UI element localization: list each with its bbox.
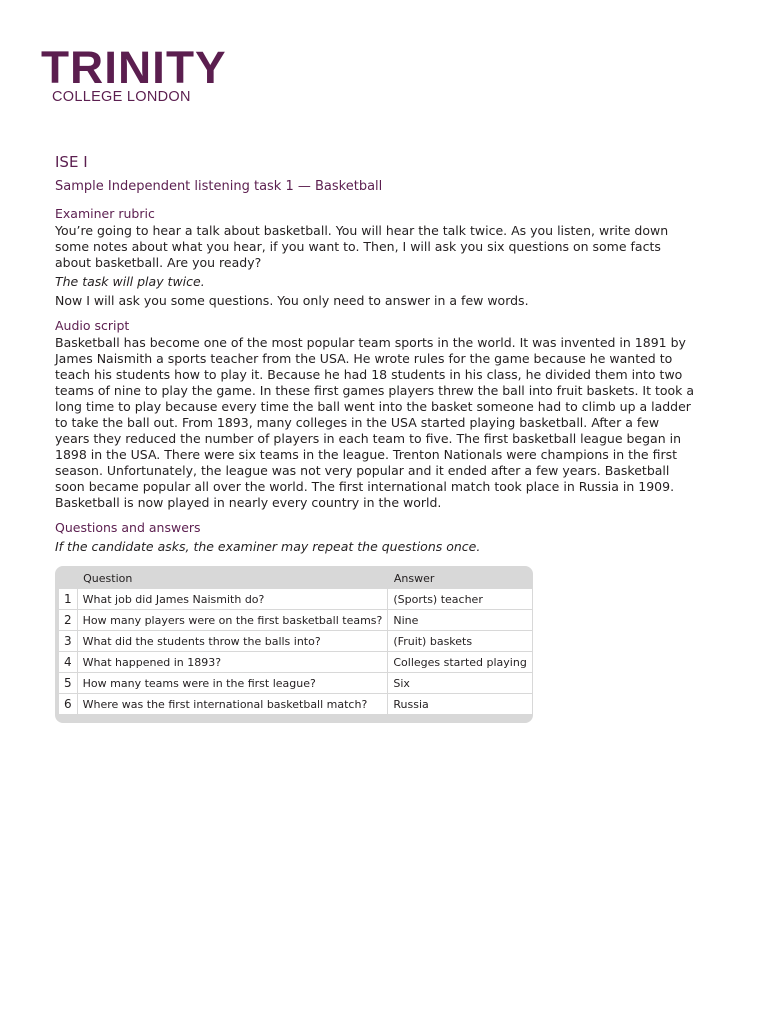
row-number: 1 (59, 589, 78, 610)
qa-note: If the candidate asks, the examiner may repeat the questions once. (55, 539, 481, 554)
qa-table (55, 566, 533, 723)
row-answer: (Sports) teacher (388, 589, 532, 610)
table-row (59, 652, 533, 673)
table-row (59, 631, 533, 652)
rubric-note: The task will play twice. (55, 274, 205, 289)
row-number: 2 (59, 610, 78, 631)
table-row (59, 673, 533, 694)
row-number: 5 (59, 673, 78, 694)
row-number: 3 (59, 631, 78, 652)
row-question: What job did James Naismith do? (77, 589, 388, 610)
trinity-logo (41, 42, 227, 105)
table-header-row (59, 569, 533, 589)
exam-level: ISE I (55, 153, 88, 171)
row-question: What did the students throw the balls into? (77, 631, 388, 652)
rubric-followup: Now I will ask you some questions. You only need to answer in a few words. (55, 293, 529, 308)
task-title: Sample Independent listening task 1 — Basketball (55, 179, 383, 194)
row-number: 6 (59, 694, 78, 715)
logo-wordmark: TRINITY (41, 42, 227, 93)
header-question: Question (83, 572, 133, 585)
row-question: How many players were on the first basketball teams? (77, 610, 388, 631)
table-row (59, 589, 533, 610)
row-answer: Nine (388, 610, 532, 631)
rubric-heading: Examiner rubric (55, 206, 155, 221)
header-number (59, 569, 78, 589)
row-answer: Russia (388, 694, 532, 715)
table-row (59, 610, 533, 631)
script-heading: Audio script (55, 318, 130, 333)
table-row (59, 694, 533, 715)
document-body (55, 152, 695, 723)
row-answer: (Fruit) baskets (388, 631, 532, 652)
logo-subtitle: COLLEGE LONDON (52, 89, 191, 105)
row-number: 4 (59, 652, 78, 673)
row-question: What happened in 1893? (77, 652, 388, 673)
row-question: How many teams were in the first league? (77, 673, 388, 694)
row-question: Where was the first international basketball match? (77, 694, 388, 715)
row-answer: Colleges started playing (388, 652, 532, 673)
qa-heading: Questions and answers (55, 520, 201, 535)
row-answer: Six (388, 673, 532, 694)
rubric-text: You’re going to hear a talk about basketball. You will hear the talk twice. As you listen, write down some notes about what you hear, if you want to. Then, I will ask you six questions on some facts about basketball. Are you ready? (55, 223, 669, 270)
header-answer: Answer (393, 572, 435, 585)
script-text: Basketball has become one of the most popular team sports in the world. It was invented in 1891 by James Naismith a sports teacher from the USA. He wrote rules for the game because he wanted to teach his students how to play it. Because he had 18 students in his class, he divided them into two teams of nine to play the game. In these first games players threw the ball into fruit baskets. It took a long time to play because every time the ball went into the basket someone had to climb up a ladder to take the ball out. From 1893, many colleges in the USA started playing basketball. After a few years they reduced the number of players in each team to five. The first basketball league began in 1898 in the USA. There were six teams in the league. Trenton Nationals were champions in the first season. Unfortunately, the league was not very popular and it ended after a few years. Basketball soon became popular all over the world. The first international match took place in Russia in 1909. Basketball is now played in nearly every country in the world. (55, 335, 695, 510)
